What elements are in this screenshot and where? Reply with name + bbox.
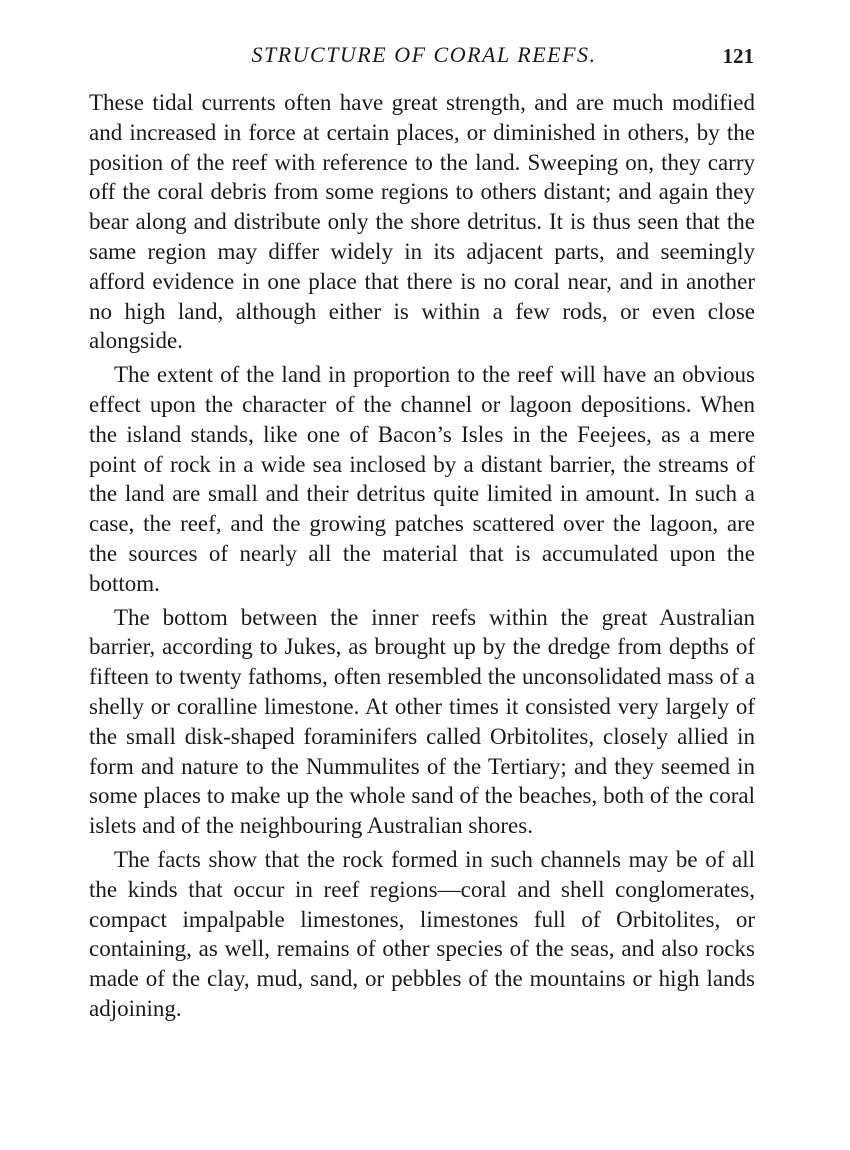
running-head bbox=[88, 42, 760, 78]
paragraph-rock-kinds: The facts show that the rock formed in such channels may be of all the kinds that occur in reef regions—coral and shell conglomerates, compact impalpable limestones, limestones full of Orbitolites, or containing, as well, remains of other species of the seas, and also rocks made of the clay, mud, sand, or pebbles of the mountains or high lands adjoining. bbox=[89, 846, 755, 1021]
running-title: STRUCTURE OF CORAL REEFS. bbox=[251, 42, 597, 67]
paragraph-australian-barrier: The bottom between the inner reefs within the great Australian barrier, according to Jukes, as brought up by the dredge from depths of fifteen to twenty fathoms, often resembled the unconsolidated mass of a shelly or coralline limestone. At other times it consisted very largely of the small disk-shaped foraminifers called Orbitolites, closely allied in form and nature to the Nummulites of the Tertiary; and they seemed in some places to make up the whole sand of the beaches, both of the coral islets and of the neighbouring Australian shores. bbox=[89, 604, 755, 839]
paragraph-land-extent: The extent of the land in proportion to the reef will have an obvious effect upon the character of the channel or lagoon depositions. When the island stands, like one of Bacon’s Isles in the Feejees, as a mere point of rock in a wide sea inclosed by a distant barrier, the streams of the land are small and their detritus quite limited in amount. In such a case, the reef, and the growing patches scattered over the lagoon, are the sources of nearly all the material that is accumulated upon the bottom. bbox=[89, 362, 755, 596]
paragraph-tidal-currents: These tidal currents often have great strength, and are much modified and increased in force at certain places, or diminished in others, by the position of the reef with reference to the land. Sweeping on, they carry off the coral debris from some regions to others distant; and again they bear along and distribute only the shore detritus. It is thus seen that the same region may differ widely in its adjacent parts, and seemingly afford evidence in one place that there is no coral near, and in another no high land, although either is within a few rods, or even close alongside. bbox=[89, 90, 755, 354]
body-text bbox=[89, 88, 755, 1028]
page-number: 121 bbox=[722, 44, 754, 68]
